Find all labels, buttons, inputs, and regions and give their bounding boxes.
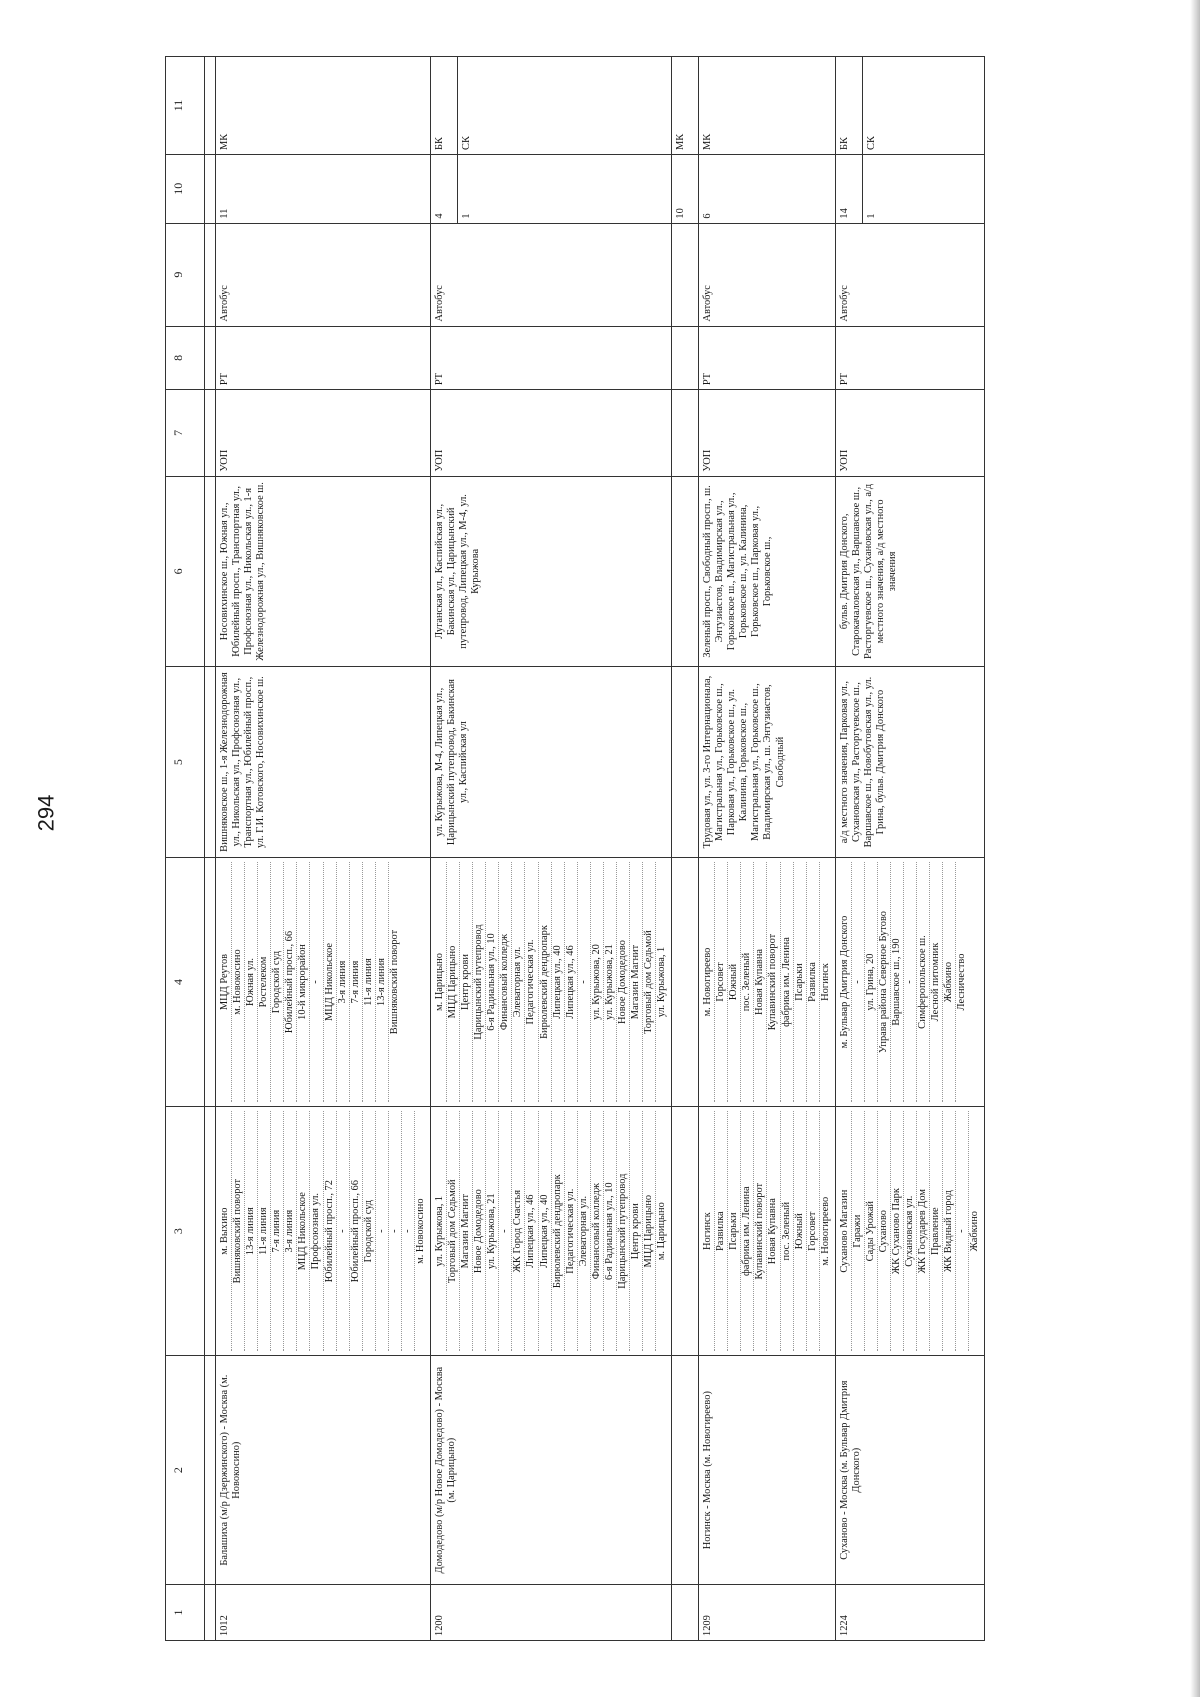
vehicle-class-cell-value: МК (219, 133, 230, 150)
stop-name: Ростелеком (258, 862, 271, 1102)
stop-name: Псарьки (728, 1111, 741, 1351)
header-col-4: 4 (166, 857, 205, 1106)
sub-row (862, 57, 889, 154)
spacer-cell (205, 1107, 216, 1356)
stop-name: 6-я Радиальная ул., 10 (604, 1111, 617, 1351)
streets-forward-cell (672, 667, 699, 858)
stop-name: пос. Зеленый (741, 862, 754, 1102)
table-body (205, 57, 985, 1641)
stop-name: Липецкая ул., 40 (539, 1111, 552, 1351)
sub-row (836, 155, 863, 223)
stop-name: 6-я Радиальная ул., 10 (486, 862, 499, 1102)
stop-name: фабрика им. Ленина (741, 1111, 754, 1351)
vehicle-class-cell-list (672, 57, 698, 154)
col7-cell (672, 390, 699, 476)
routes-table (165, 56, 985, 1641)
sub-row (862, 155, 889, 223)
spacer-cell (205, 326, 216, 390)
stop-name: МЦД Реутов (219, 862, 232, 1102)
stop-name: м. Царицыно (434, 862, 447, 1102)
table-row (699, 57, 836, 1641)
sub-row (699, 155, 725, 223)
stop-name: 13-я линия (376, 862, 389, 1102)
header-col-2: 2 (166, 1356, 205, 1585)
vehicle-class-cell (431, 57, 672, 155)
stop-name: ул. Курыжова, 21 (604, 862, 617, 1102)
vehicle-type-cell: Автобус (699, 223, 836, 326)
header-col-11: 11 (166, 57, 205, 155)
stop-name: ЖК Суханово Парк (891, 1111, 904, 1351)
vehicle-class-cell-value: МК (702, 133, 714, 150)
stop-name: - (376, 1111, 389, 1351)
route-name-cell: Балашиха (м/р Дзержинского) - Москва (м. Новокосино) (216, 1356, 431, 1585)
stop-name: Педагогическая ул. (525, 862, 538, 1102)
stop-name: Правление (930, 1111, 943, 1351)
stop-name: м. Выхино (219, 1111, 232, 1351)
stop-name: Суханово Магазин (839, 1111, 852, 1351)
vehicle-class-cell-list (699, 57, 725, 154)
stop-name: Новая Купавна (767, 1111, 780, 1351)
route-number-cell: 1209 (699, 1585, 836, 1641)
page-number: 294 (33, 794, 59, 832)
stop-name: Центр крови (630, 1111, 643, 1351)
header-col-10: 10 (166, 154, 205, 223)
streets-backward-cell: Зеленый просп., Свободный просп., ш. Энтузиастов, Владимирская ул., Горьковское ш., Магистральная ул., Горьковское ш., ул. Калинина, Горьковское ш., Парковая ул., Горьковское ш., (699, 476, 836, 667)
stops-forward-cell (431, 1107, 672, 1356)
stop-name: - (310, 862, 323, 1102)
stop-name: Горсовет (715, 862, 728, 1102)
col8-cell (672, 326, 699, 390)
stop-name: МЦД Никольское (297, 1111, 310, 1351)
vehicle-qty-cell (672, 154, 699, 223)
col8-cell: РТ (216, 326, 431, 390)
streets-forward-cell: Трудовая ул., ул. 3-го Интернационала, Магистральная ул., Горьковское ш., Парковая ул., Горьковское ш., ул. Калинина, Горьковское ш., Магистральная ул., Горьковское ш., Владимирская ул., ш. Энтузиастов, Свободный (699, 667, 836, 858)
stop-name: Купавинский поворот (767, 862, 780, 1102)
sub-row (836, 57, 863, 154)
stop-name: Торговый дом Седьмой (643, 862, 656, 1102)
vehicle-class-cell (699, 57, 836, 155)
stop-name: Финансовый колледж (591, 1111, 604, 1351)
stop-name: 7-я линия (350, 862, 363, 1102)
vehicle-qty-cell (216, 154, 431, 223)
vehicle-class-cell-list (431, 57, 484, 154)
streets-backward-cell: Носовихинское ш., Южная ул., Юбилейный просп., Транспортная ул., Профсоюзная ул., Никольская ул., 1-я Железнодорожная ул., Вишняковское ш. (216, 476, 431, 667)
route-name-cell (672, 1356, 699, 1585)
col8-cell: РТ (835, 326, 985, 390)
stop-name: Городской суд (271, 862, 284, 1102)
stop-name: ул. Курыжова, 1 (434, 1111, 447, 1351)
spacer-row (205, 57, 216, 1641)
stop-name: Симферопольское ш. (917, 862, 930, 1102)
stops-backward-cell (431, 857, 672, 1106)
header-col-1: 1 (166, 1585, 205, 1641)
sub-row (216, 155, 242, 223)
stop-name: Центр крови (460, 862, 473, 1102)
col8-cell: РТ (699, 326, 836, 390)
stop-name: Бирюлевский дендропарк (552, 1111, 565, 1351)
stop-name: - (499, 1111, 512, 1351)
stop-name: м. Новокосино (232, 862, 245, 1102)
stop-name: Липецкая ул., 46 (525, 1111, 538, 1351)
vehicle-qty-cell (835, 154, 985, 223)
streets-backward-cell: Луганская ул., Каспийская ул., Бакинская ул., Царицынский путепровод, Липецкая ул., М-4, ул. Курыжова (431, 476, 672, 667)
vehicle-qty-cell-value: 11 (219, 208, 230, 219)
vehicle-class-cell-value: БК (836, 57, 863, 154)
stop-name: Элеваторная ул. (578, 1111, 591, 1351)
stop-name: Магазин Магнит (630, 862, 643, 1102)
col7-cell: УОП (835, 390, 985, 476)
stop-name: Псарьки (794, 862, 807, 1102)
stop-name: Южная ул. (245, 862, 258, 1102)
stop-name: Торговый дом Седьмой (447, 1111, 460, 1351)
stop-name: ул. Курыжова, 1 (656, 946, 668, 1018)
header-col-5: 5 (166, 667, 205, 858)
streets-backward-cell (672, 476, 699, 667)
route-name-cell: Ногинск - Москва (м. Новогиреево) (699, 1356, 836, 1585)
stop-name: пос. Зеленый (781, 1111, 794, 1351)
table-row (216, 57, 431, 1641)
stop-name: ЖК Государев Дом (917, 1111, 930, 1351)
stop-name: МЦД Никольское (324, 862, 337, 1102)
stop-name: Новое Домодедово (617, 862, 630, 1102)
vehicle-class-cell-list (216, 57, 242, 154)
stop-name: 11-я линия (258, 1111, 271, 1351)
stop-name: Юбилейный просп., 66 (350, 1111, 363, 1351)
sub-row (672, 57, 698, 154)
scan-edge (1190, 0, 1200, 1697)
vehicle-qty-cell-list (836, 155, 889, 223)
stop-name: Сады Урожай (865, 1111, 878, 1351)
spacer-cell (205, 390, 216, 476)
stop-name: 3-я линия (284, 1111, 297, 1351)
vehicle-class-cell-value: СК (865, 136, 877, 150)
stop-name: Лесничество (956, 953, 968, 1011)
vehicle-class-cell-list (836, 57, 889, 154)
stop-name: м. Царицыно (656, 1202, 668, 1261)
spacer-cell (205, 57, 216, 155)
stop-name: Новая Купавна (754, 862, 767, 1102)
stops-forward-cell (699, 1107, 836, 1356)
col7-cell: УОП (431, 390, 672, 476)
vehicle-class-cell-value: СК (461, 136, 472, 150)
stop-name: Южный (794, 1111, 807, 1351)
streets-backward-cell: бульв. Дмитрия Донского, Старокачаловская ул., Варшавское ш., Расторгуевское ш., Сухановская ул., а/д местного значения, а/д местного значения (835, 476, 985, 667)
vehicle-qty-cell-list (431, 155, 484, 223)
stop-name: Горсовет (807, 1111, 820, 1351)
vehicle-qty-cell (699, 154, 836, 223)
table-row (431, 57, 672, 1641)
stop-name: Развилка (715, 1111, 728, 1351)
sub-row (458, 155, 485, 223)
sub-row (216, 57, 242, 154)
stop-name: фабрика им. Ленина (781, 862, 794, 1102)
stop-name: Жабкино (943, 862, 956, 1102)
spacer-cell (205, 223, 216, 326)
stop-name: Вишняковский поворот (388, 929, 400, 1035)
table-row (835, 57, 985, 1641)
stop-name: 3-я линия (337, 862, 350, 1102)
stop-name: Развилка (807, 862, 820, 1102)
vehicle-type-cell: Автобус (431, 223, 672, 326)
stop-name: м. Новогиреево (702, 862, 715, 1102)
header-col-8: 8 (166, 326, 205, 390)
vehicle-qty-cell-value: 10 (675, 208, 687, 219)
header-col-9: 9 (166, 223, 205, 326)
stop-name: Юбилейный просп., 72 (324, 1111, 337, 1351)
vehicle-qty-cell-value: 1 (461, 213, 472, 219)
stop-name: м. Новогиреево (819, 1196, 831, 1266)
vehicle-qty-cell-list (672, 155, 698, 223)
stop-name: Юбилейный просп., 66 (284, 862, 297, 1102)
sub-row (672, 155, 698, 223)
stop-name: МЦД Царицыно (643, 1111, 656, 1351)
stop-name: Вишняковский поворот (232, 1111, 245, 1351)
col8-cell: РТ (431, 326, 672, 390)
col7-cell: УОП (699, 390, 836, 476)
stop-name: Царицынский путепровод (617, 1111, 630, 1351)
stops-backward-cell (216, 857, 431, 1106)
route-number-cell: 1012 (216, 1585, 431, 1641)
stop-name: Управа района Северное Бутово (878, 862, 891, 1102)
vehicle-qty-cell-value: 1 (865, 213, 877, 219)
vehicle-qty-cell-list (699, 155, 725, 223)
stop-name: МЦД Царицыно (447, 862, 460, 1102)
vehicle-class-cell (216, 57, 431, 155)
header-col-3: 3 (166, 1107, 205, 1356)
stop-name: - (578, 862, 591, 1102)
stop-name: Сухановская ул. (904, 1111, 917, 1351)
routes-table-rotated (165, 56, 1150, 1641)
spacer-cell (205, 667, 216, 858)
stop-name: - (389, 1111, 402, 1351)
stop-name: ул. Курыжова, 20 (591, 862, 604, 1102)
stop-name: - (852, 862, 865, 1102)
spacer-cell (205, 1356, 216, 1585)
table-row (672, 57, 699, 1641)
stop-name: Ногинск (819, 963, 831, 1001)
vehicle-class-cell (672, 57, 699, 155)
header-col-7: 7 (166, 390, 205, 476)
stop-name: Бирюлевский дендропарк (539, 862, 552, 1102)
sub-row (458, 57, 485, 154)
vehicle-type-cell: Автобус (835, 223, 985, 326)
stop-name: м. Бульвар Дмитрия Донского (839, 862, 852, 1102)
stop-name: Магазин Магнит (460, 1111, 473, 1351)
stop-name: 13-я линия (245, 1111, 258, 1351)
stop-name: ул. Курыжова, 21 (486, 1111, 499, 1351)
vehicle-qty-cell-value: 6 (702, 213, 714, 219)
spacer-cell (205, 476, 216, 667)
stop-name: Городской суд (363, 1111, 376, 1351)
stop-name: ЖК Город Счастья (512, 1111, 525, 1351)
stop-name: Профсоюзная ул. (310, 1111, 323, 1351)
vehicle-class-cell (835, 57, 985, 155)
vehicle-qty-cell (431, 154, 672, 223)
vehicle-type-cell: Автобус (216, 223, 431, 326)
stop-name: Суханово (878, 1111, 891, 1351)
stops-backward-cell (672, 857, 699, 1106)
spacer-cell (205, 1585, 216, 1641)
stop-name: - (337, 1111, 350, 1351)
stop-name: Южный (728, 862, 741, 1102)
stop-name: - (956, 1111, 969, 1351)
sub-row (431, 57, 458, 154)
vehicle-qty-cell-list (216, 155, 242, 223)
streets-forward-cell: ул. Курыжова, М-4, Липецкая ул., Царицынский путепровод, Бакинская ул., Каспийская ул (431, 667, 672, 858)
stops-forward-cell (672, 1107, 699, 1356)
stops-backward-cell (699, 857, 836, 1106)
stop-name: ЖК Видный город (943, 1111, 956, 1351)
stop-name: Варшавское ш., 190 (891, 862, 904, 1102)
route-name-cell: Домодедово (м/р Новое Домодедово) - Москва (м. Царицыно) (431, 1356, 672, 1585)
streets-forward-cell: а/д местного значения, Парковая ул., Сухановская ул., Расторгуевское ш., Варшавское ш., Новобутовская ул., ул. Грина, бульв. Дмитрия Донского (835, 667, 985, 858)
stop-name: ул. Грина, 20 (865, 862, 878, 1102)
sub-row (431, 155, 458, 223)
header-col-6: 6 (166, 476, 205, 667)
stop-name: - (904, 862, 917, 1102)
vehicle-type-cell (672, 223, 699, 326)
stop-name: Новое Домодедово (473, 1111, 486, 1351)
spacer-cell (205, 857, 216, 1106)
stop-name: 11-я линия (363, 862, 376, 1102)
route-number-cell: 1224 (835, 1585, 985, 1641)
route-name-cell: Суханово - Москва (м. Бульвар Дмитрия Донского) (835, 1356, 985, 1585)
stop-name: - (402, 1111, 415, 1351)
stop-name: Купавинский поворот (754, 1111, 767, 1351)
stop-name: Царицынский путепровод (473, 862, 486, 1102)
stop-name: м. Новокосино (414, 1198, 426, 1264)
stop-name: Элеваторная ул. (512, 862, 525, 1102)
stop-name: Липецкая ул., 46 (565, 862, 578, 1102)
stops-forward-cell (835, 1107, 985, 1356)
vehicle-qty-cell-value: 4 (431, 155, 458, 223)
stops-backward-cell (835, 857, 985, 1106)
stop-name: Липецкая ул., 40 (552, 862, 565, 1102)
stop-name: Финансовый колледж (499, 862, 512, 1102)
stop-name: Ногинск (702, 1111, 715, 1351)
streets-forward-cell: Вишняковское ш., 1-я Железнодорожная ул., Никольская ул., Профсоюзная ул., Транспортная ул., Юбилейный просп., ул. Г.И. Котовского, Носовихинское ш. (216, 667, 431, 858)
vehicle-qty-cell-value: 14 (836, 155, 863, 223)
stop-name: 7-я линия (271, 1111, 284, 1351)
col7-cell: УОП (216, 390, 431, 476)
route-number-cell (672, 1585, 699, 1641)
vehicle-class-cell-value: БК (431, 57, 458, 154)
header-row (166, 57, 205, 1641)
route-number-cell: 1200 (431, 1585, 672, 1641)
stops-forward-cell (216, 1107, 431, 1356)
vehicle-class-cell-value: МК (675, 133, 687, 150)
spacer-cell (205, 154, 216, 223)
stop-name: Жабкино (969, 1211, 981, 1252)
stop-name: Лесной питомник (930, 862, 943, 1102)
sub-row (699, 57, 725, 154)
stop-name: Гаражи (852, 1111, 865, 1351)
stop-name: 10-й микрорайон (297, 862, 310, 1102)
stop-name: Педагогическая ул. (565, 1111, 578, 1351)
